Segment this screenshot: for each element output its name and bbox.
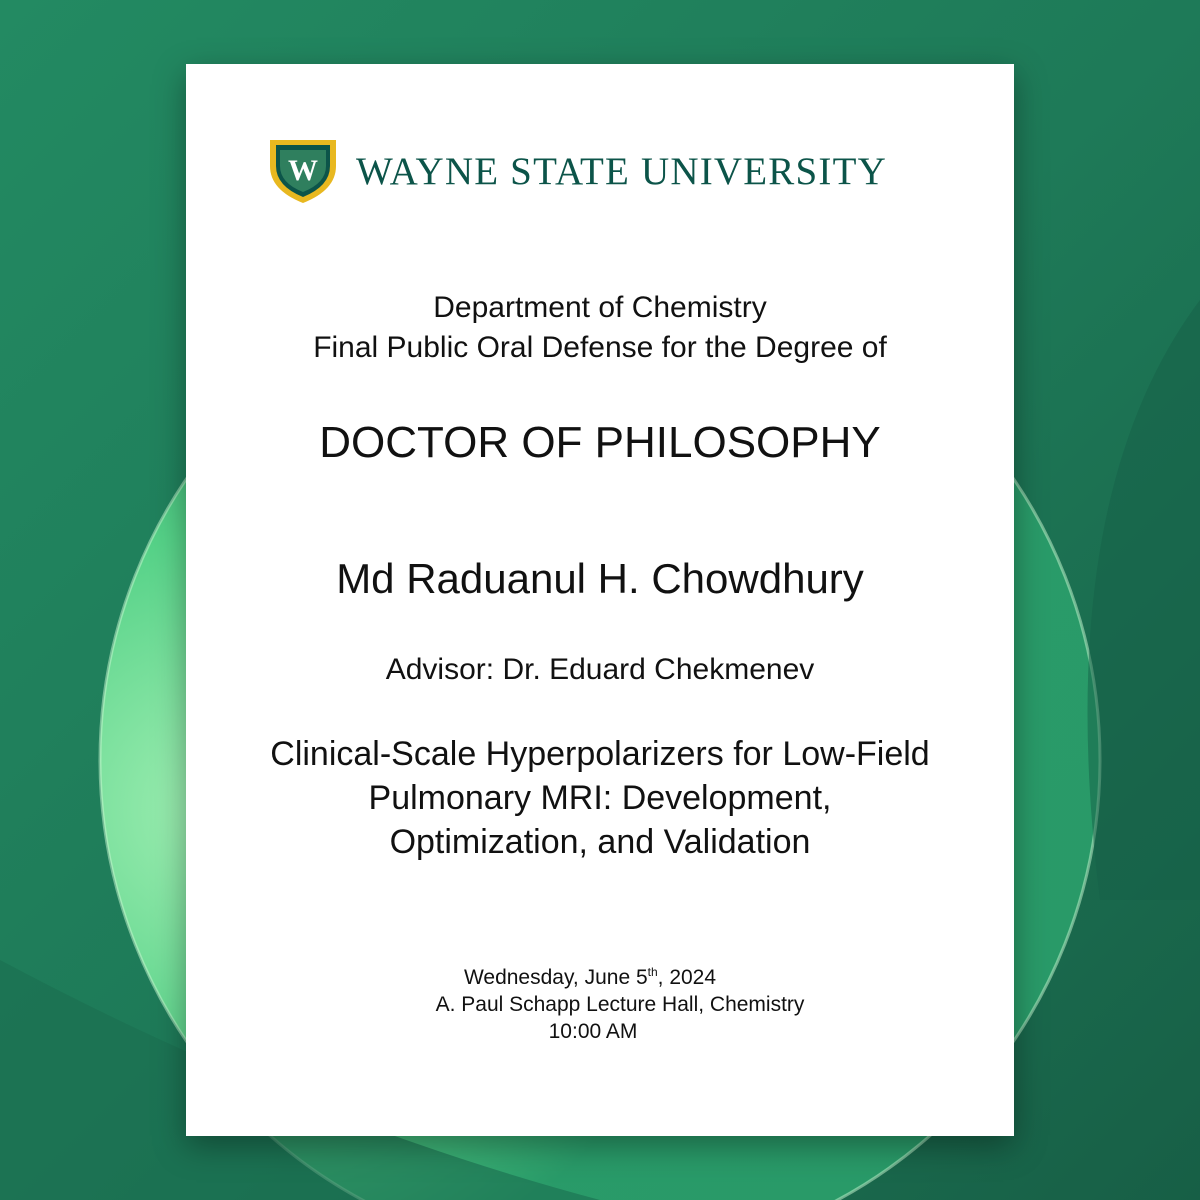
defense-line: Final Public Oral Defense for the Degree of [313, 331, 887, 364]
thesis-title [186, 732, 1014, 864]
wayne-state-shield-icon [266, 136, 340, 206]
university-name: WAYNE STATE UNIVERSITY [356, 149, 887, 193]
event-date [186, 964, 1014, 991]
event-location: A. Paul Schapp Lecture Hall, Chemistry [435, 993, 805, 1016]
announcement-page [186, 64, 1014, 1136]
advisor-line: Advisor: Dr. Eduard Chekmenev [385, 653, 815, 686]
event-time: 10:00 AM [548, 1020, 638, 1043]
thesis-title-line: Pulmonary MRI: Development, [368, 779, 832, 817]
event-date-year: , 2024 [657, 966, 717, 989]
event-details [186, 964, 1014, 1045]
degree-title: DOCTOR OF PHILOSOPHY [319, 418, 881, 467]
department-name: Department of Chemistry [433, 291, 767, 324]
event-date-prefix: Wednesday, June 5 [463, 966, 648, 989]
event-date-ordinal: th [647, 965, 658, 979]
candidate-name: Md Raduanul H. Chowdhury [336, 555, 864, 602]
department-block [186, 288, 1014, 368]
university-header [266, 136, 887, 206]
svg-text:W: W [288, 154, 318, 187]
thesis-title-line: Optimization, and Validation [389, 823, 811, 861]
thesis-title-line: Clinical-Scale Hyperpolarizers for Low-Field [270, 735, 930, 773]
